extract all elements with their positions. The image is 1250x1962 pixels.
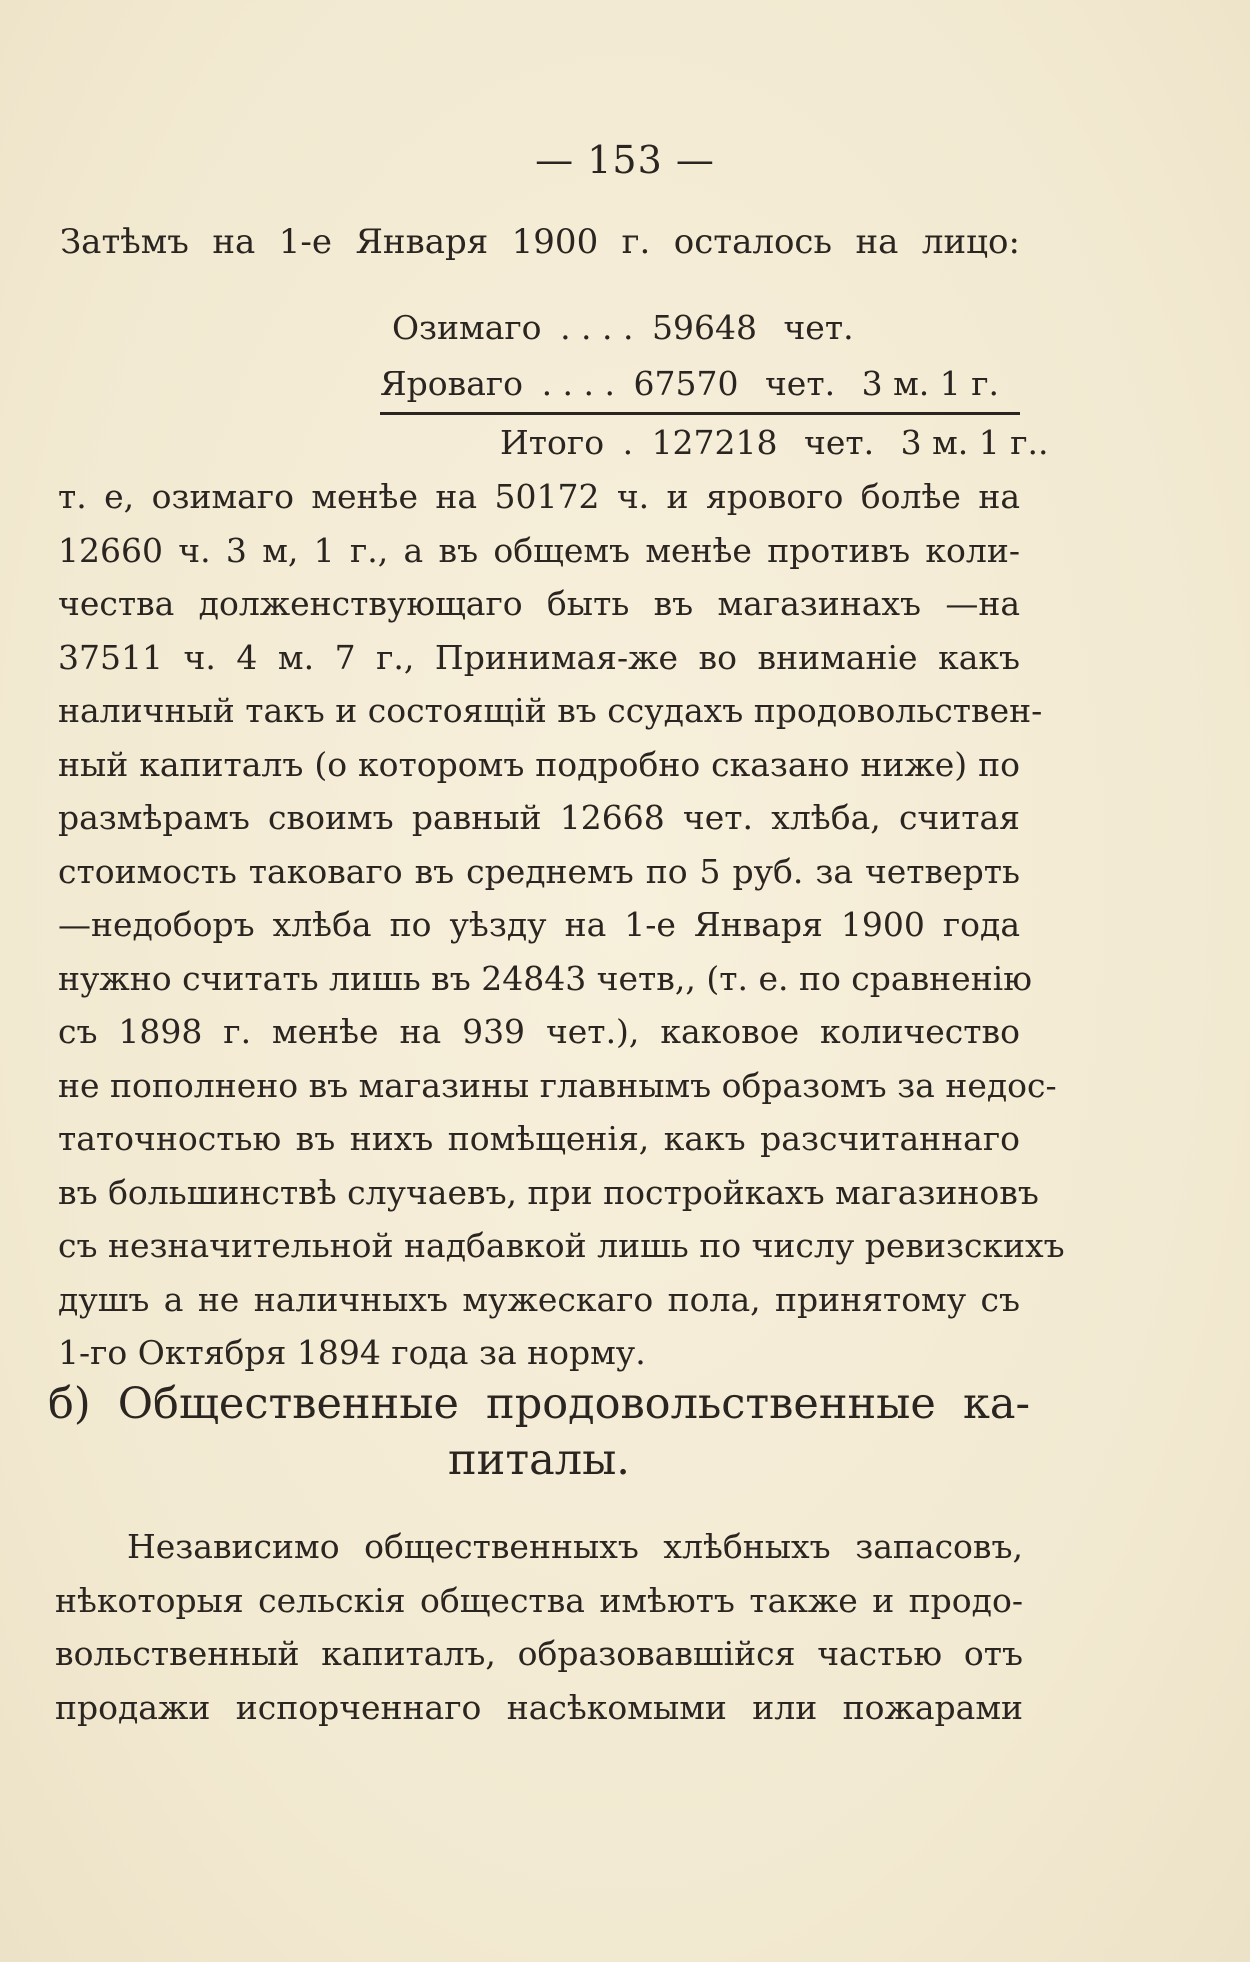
summary-row-spring [380,356,1020,415]
summary-dots: . . . . [560,308,634,347]
text-line: стоимость таковаго въ среднемъ по 5 руб. за четверть [58,851,1020,891]
text-line: размѣрамъ своимъ равный 12668 чет. хлѣба, считая [58,798,1020,837]
intro-word: г. [621,222,651,262]
summary-unit: чет. [764,364,836,403]
intro-word: 1-е [278,222,332,262]
intro-word: на [855,222,899,262]
text-line: —недоборъ хлѣба по уѣзду на 1-е Января 1900 года [58,905,1020,944]
paragraph-food-capital [55,1520,1023,1734]
text-line: не пополнено въ магазины главнымъ образомъ за недос- [58,1065,1057,1105]
text-line: 1-го Октября 1894 года за норму. [58,1333,646,1372]
summary-row-winter [380,300,1020,356]
intro-word: 1900 [511,222,599,262]
summary-value: 59648 [652,308,757,347]
text-line: нѣкоторыя сельскія общества имѣютъ также и продо- [55,1580,1023,1620]
text-line: Независимо общественныхъ хлѣбныхъ запасовъ, [127,1527,1023,1566]
summary-unit: чет. [804,423,875,462]
text-line: 12660 ч. 3 м, 1 г., а въ общемъ менѣе противъ коли- [58,530,1020,570]
text-line: 37511 ч. 4 м. 7 г., Принимая-же во вниманіе какъ [58,637,1020,677]
summary-label: Яроваго [380,364,524,403]
section-heading-line: б) Общественные продовольственные ка- [48,1379,1030,1429]
intro-word: лицо: [921,222,1020,262]
text-line: чества долженствующаго быть въ магазинахъ —на [58,584,1020,623]
section-heading [48,1376,1030,1488]
intro-word: Января [355,222,489,262]
summary-label: Итого [500,423,605,462]
text-line: нужно считать лишь въ 24843 четв,, (т. е. по сравненію [58,958,1032,998]
summary-extra: 3 м. 1 г.. [900,423,1049,462]
summary-dots: . [622,423,634,462]
text-line: въ большинствѣ случаевъ, при постройкахъ магазиновъ [58,1172,1039,1212]
text-line: продажи испорченнаго насѣкомыми или пожарами [55,1687,1023,1727]
page-number: — 153 — [535,138,715,182]
summary-dots: . . . . [541,364,615,403]
summary-row-total [380,415,1049,471]
intro-word: осталось [673,222,832,262]
text-line: т. е, озимаго менѣе на 50172 ч. и ярового болѣе на [58,477,1020,516]
intro-line [60,222,1020,262]
text-line: вольственный капиталъ, образовавшійся частью отъ [55,1634,1023,1673]
summary-value: 127218 [651,423,778,462]
text-line: съ 1898 г. менѣе на 939 чет.), каковое количество [58,1012,1020,1051]
summary-extra: 3 м. 1 г. [861,364,999,403]
paragraph-grain-shortfall [58,470,1065,1380]
text-line: наличный такъ и состоящій въ ссудахъ продовольствен- [58,691,1043,730]
summary-unit: чет. [783,308,854,347]
section-heading-line: питалы. [448,1435,630,1485]
text-line: ный капиталъ (о которомъ подробно сказано ниже) по [58,744,1020,784]
intro-word: Затѣмъ [60,222,189,262]
summary-label: Озимаго [392,308,542,347]
text-line: таточностью въ нихъ помѣщенія, какъ разсчитаннаго [58,1119,1020,1158]
intro-word: на [212,222,256,262]
grain-summary-table [380,300,1049,471]
summary-value: 67570 [633,364,739,403]
text-line: съ незначительной надбавкой лишь по числу ревизскихъ [58,1226,1065,1265]
text-line: душъ а не наличныхъ мужескаго пола, принятому съ [58,1279,1020,1319]
